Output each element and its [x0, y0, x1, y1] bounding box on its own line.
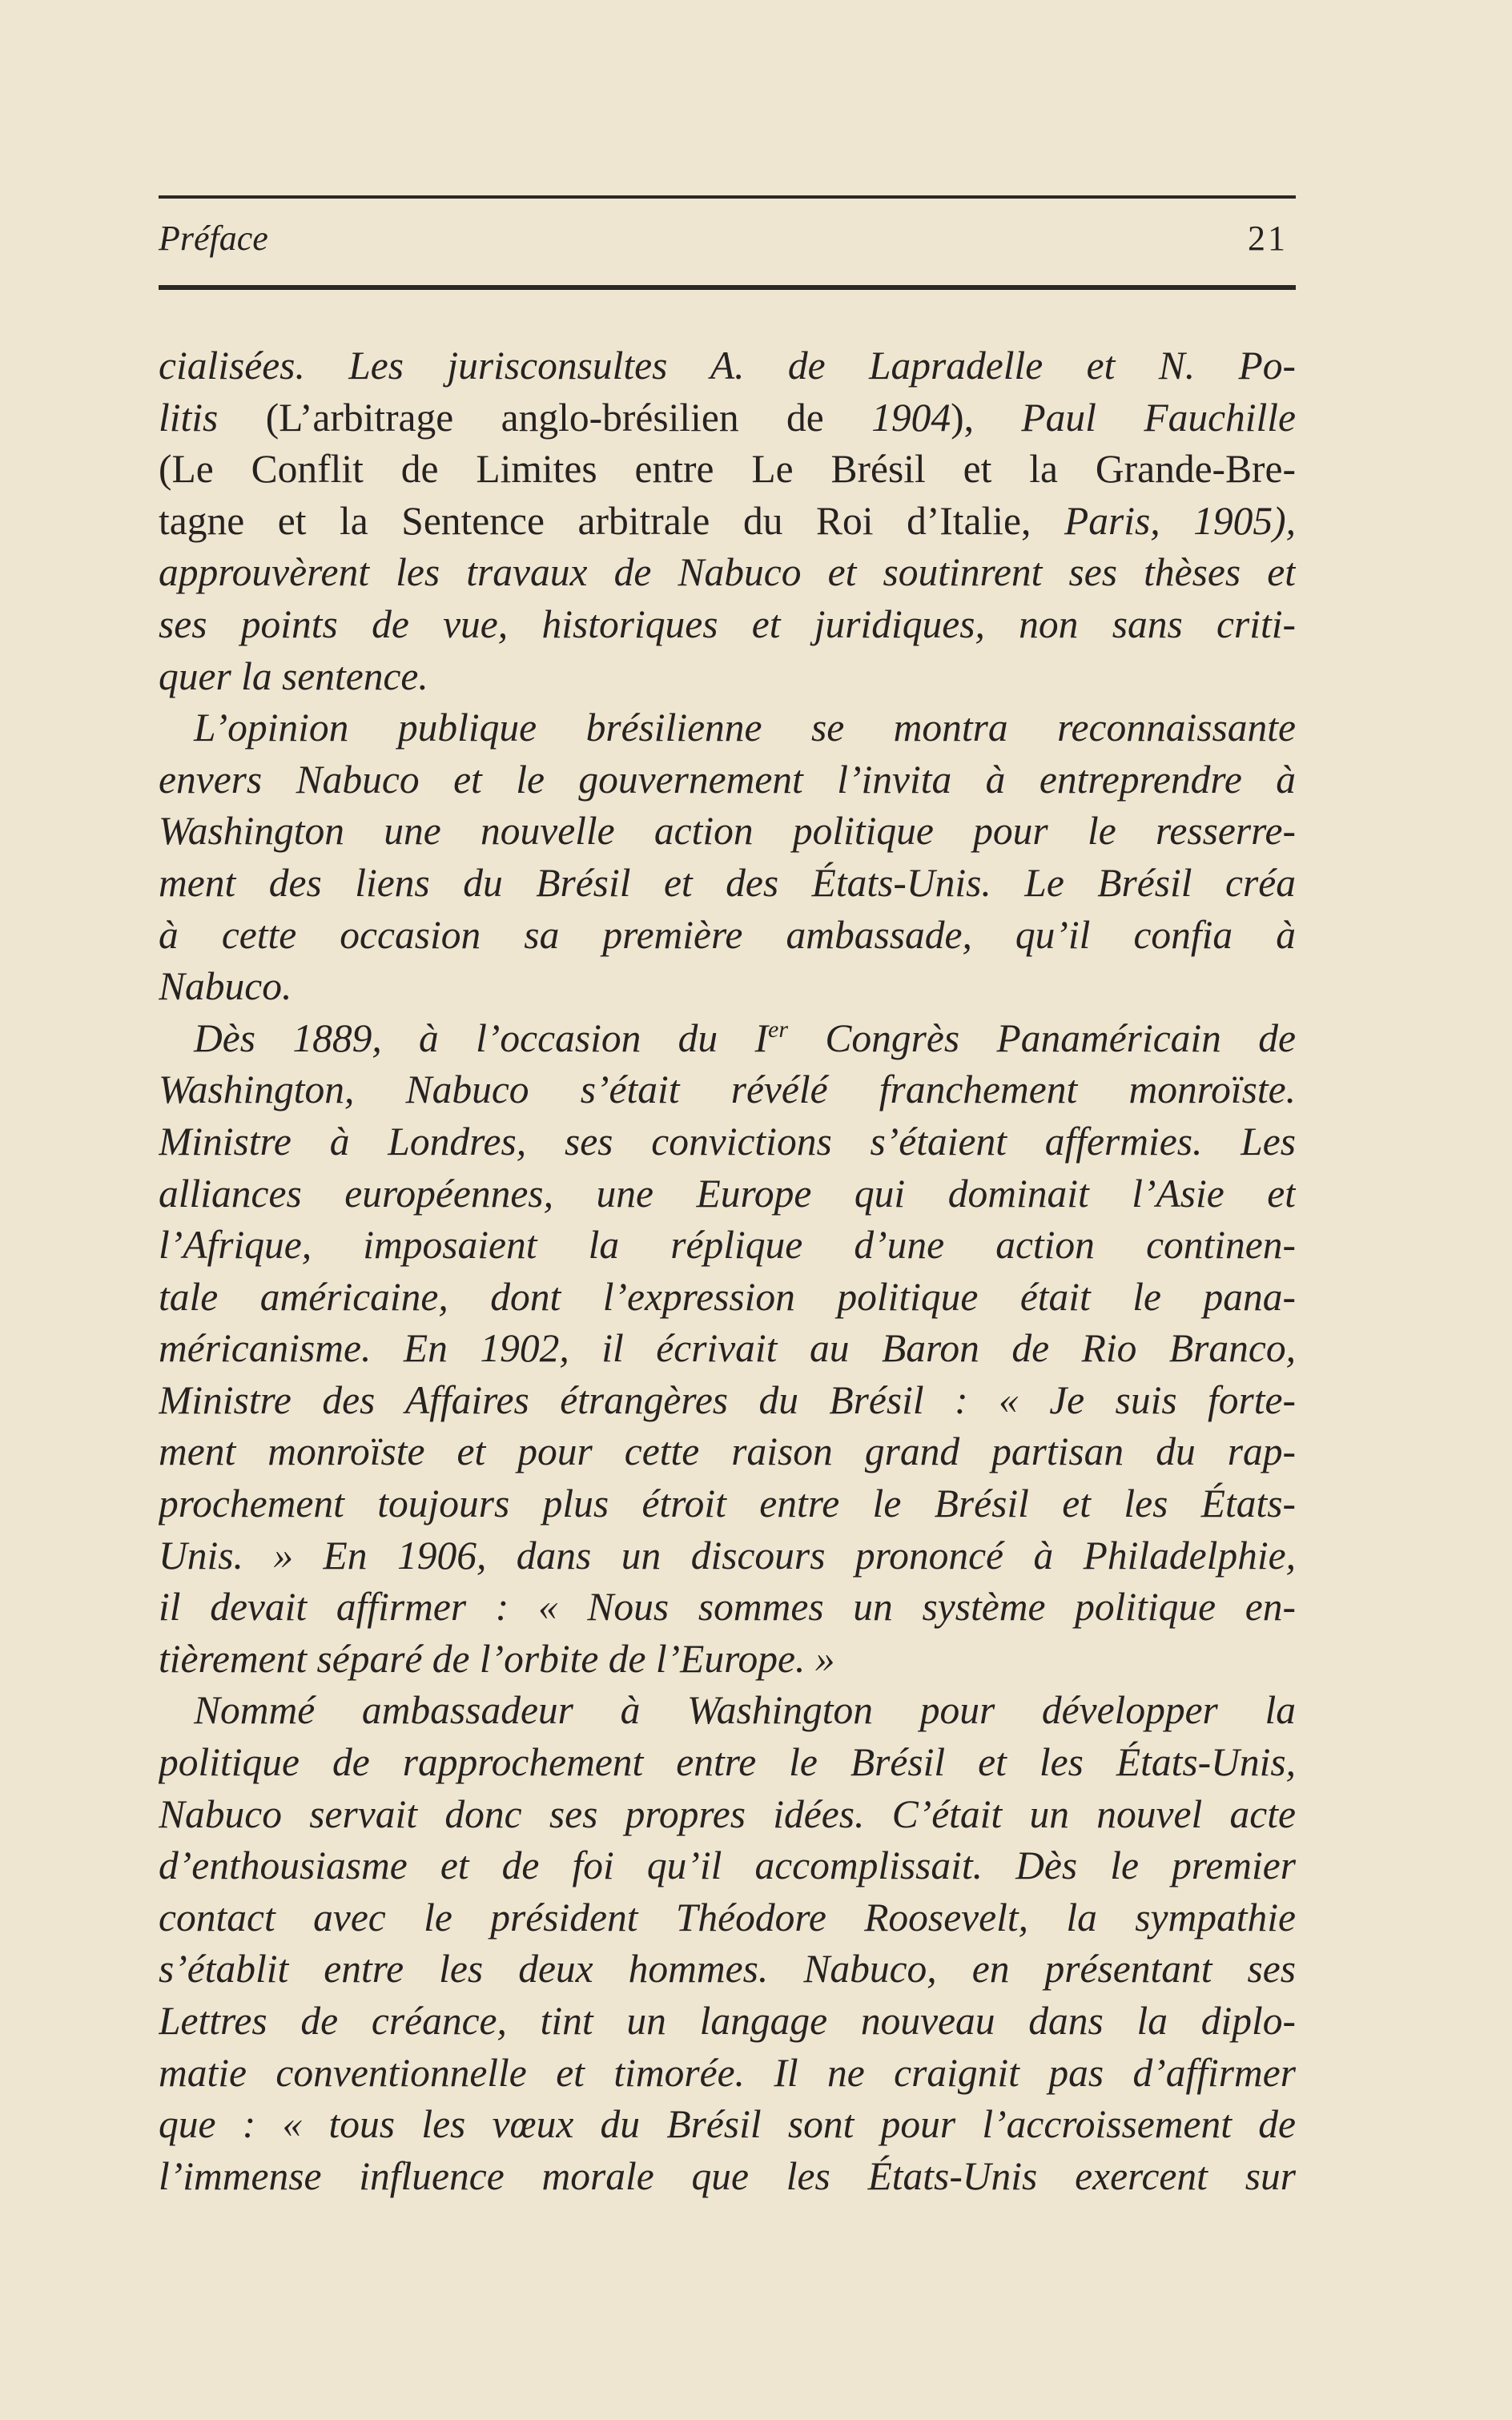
text-line: [159, 1013, 1296, 1065]
body-text: [159, 340, 1296, 2202]
text-line: quer la sentence.: [159, 653, 428, 698]
text-line: [159, 392, 1296, 444]
text-line: alliances européennes, une Europe qui dominait l’Asie et: [159, 1171, 1296, 1216]
text-line: l’Afrique, imposaient la réplique d’une action continen-: [159, 1223, 1296, 1268]
text-line: s’établit entre les deux hommes. Nabuco, en présentant ses: [159, 1947, 1296, 1992]
text-line: il devait affirmer : « Nous sommes un système politique en-: [159, 1585, 1296, 1630]
text-line: à cette occasion sa première ambassade, qu’il confia à: [159, 912, 1296, 957]
text-line: cialisées. Les jurisconsultes A. de Lapradelle et N. Po-: [159, 344, 1296, 388]
running-head: [159, 218, 1296, 266]
text-line: d’enthousiasme et de foi qu’il accomplissait. Dès le premier: [159, 1843, 1296, 1888]
text-line: Ministre à Londres, ses convictions s’étaient affermies. Les: [159, 1119, 1296, 1164]
text-line: approuvèrent les travaux de Nabuco et soutinrent ses thèses et: [159, 550, 1296, 595]
text-line: Washington, Nabuco s’était révélé franchement monroïste.: [159, 1067, 1296, 1112]
text-span: Paul Fauchille: [1021, 395, 1296, 440]
text-line: contact avec le président Théodore Roosevelt, la sympathie: [159, 1895, 1296, 1940]
running-title: Préface: [159, 219, 268, 258]
text-line: prochement toujours plus étroit entre le Brésil et les États-: [159, 1481, 1296, 1526]
header-rule-top: [159, 195, 1296, 199]
text-line: tale américaine, dont l’expression politique était le pana-: [159, 1274, 1296, 1319]
text-span: ),: [951, 395, 974, 440]
text-line: Ministre des Affaires étrangères du Brésil : « Je suis forte-: [159, 1377, 1296, 1422]
text-line: méricanisme. En 1902, il écrivait au Baron de Rio Branco,: [159, 1326, 1296, 1371]
page-number: 21: [1248, 219, 1288, 258]
text-line: ment monroïste et pour cette raison grand partisan du rap-: [159, 1429, 1296, 1474]
text-line: ses points de vue, historiques et juridiques, non sans criti-: [159, 601, 1296, 646]
text-span: tagne et la Sentence arbitrale du Roi d’Italie,: [159, 498, 1031, 543]
text-line: ment des liens du Brésil et des États-Unis. Le Brésil créa: [159, 860, 1296, 905]
text-span: Congrès Panaméricain de: [788, 1015, 1296, 1060]
text-span: litis: [159, 395, 219, 440]
text-line: envers Nabuco et le gouvernement l’invita à entreprendre à: [159, 757, 1296, 802]
text-line: L’opinion publique brésilienne se montra reconnaissante: [194, 705, 1296, 750]
text-line: Nabuco.: [159, 964, 292, 1009]
text-span: Paris, 1905),: [1064, 498, 1296, 543]
text-span: 1904: [871, 395, 951, 440]
text-span: (L’arbitrage anglo-brésilien de: [265, 395, 824, 440]
superscript: er: [768, 1015, 789, 1043]
text-line: Nommé ambassadeur à Washington pour développer la: [194, 1688, 1296, 1733]
text-line: (Le Conflit de Limites entre Le Brésil et la Grande-Bre-: [159, 447, 1296, 492]
text-line: Lettres de créance, tint un langage nouveau dans la diplo-: [159, 1999, 1296, 2043]
text-line: tièrement séparé de l’orbite de l’Europe. »: [159, 1636, 835, 1681]
text-line: [159, 496, 1296, 548]
header-rule-bottom: [159, 285, 1296, 290]
text-span: Dès 1889, à l’occasion du I: [194, 1015, 769, 1060]
text-line: Nabuco servait donc ses propres idées. C’était un nouvel acte: [159, 1791, 1296, 1836]
text-line: Unis. » En 1906, dans un discours prononcé à Philadelphie,: [159, 1533, 1296, 1578]
text-line: politique de rapprochement entre le Brésil et les États-Unis,: [159, 1740, 1296, 1785]
text-line: Washington une nouvelle action politique pour le resserre-: [159, 809, 1296, 854]
text-line: que : « tous les vœux du Brésil sont pour l’accroissement de: [159, 2102, 1296, 2147]
text-line: matie conventionnelle et timorée. Il ne craignit pas d’affirmer: [159, 2050, 1296, 2095]
text-line: l’immense influence morale que les États-Unis exercent sur: [159, 2153, 1296, 2198]
